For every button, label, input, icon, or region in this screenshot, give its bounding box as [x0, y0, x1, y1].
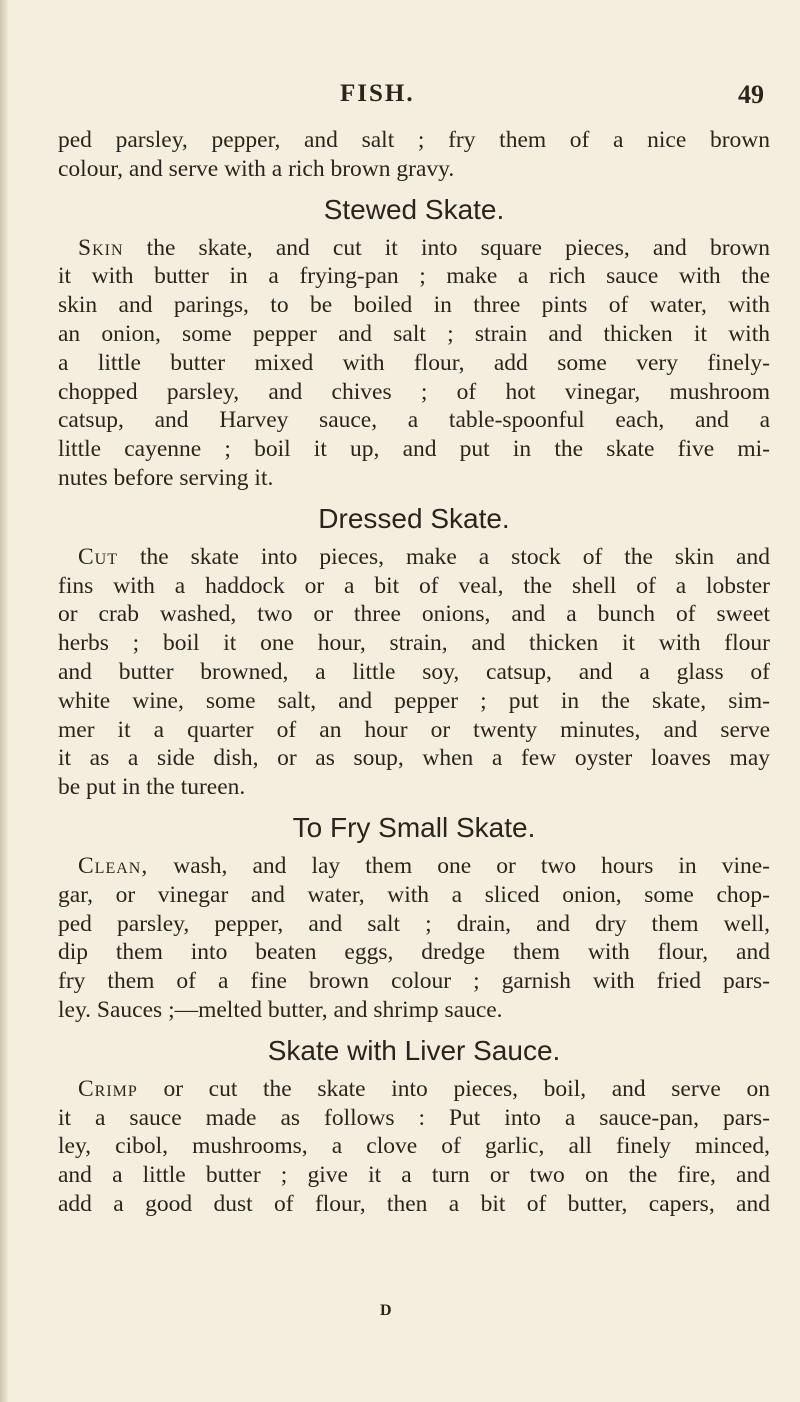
body-line: chopped parsley, and chives ; of hot vinegar, mushroom — [58, 378, 770, 405]
body-line: herbs ; boil it one hour, strain, and thicken it with flour — [58, 630, 770, 657]
body-line: dip them into beaten eggs, dredge them with flour, and — [58, 939, 770, 966]
body-line: it a sauce made as follows : Put into a sauce-pan, pars- — [58, 1104, 770, 1131]
body-line: skin and parings, to be boiled in three pints of water, with — [58, 292, 770, 319]
first-line-rest: the skate into pieces, make a stock of the skin and — [118, 543, 770, 570]
section-first-line — [58, 1075, 770, 1104]
body-line: it with butter in a frying-pan ; make a rich sauce with the — [58, 263, 770, 290]
page-edge — [0, 0, 8, 1402]
body-line: an onion, some pepper and salt ; strain and thicken it with — [58, 320, 770, 347]
lead-word: Crimp — [78, 1075, 138, 1102]
first-line-rest: wash, and lay them one or two hours in vine- — [148, 852, 770, 879]
body-line: add a good dust of flour, then a bit of butter, capers, and — [58, 1190, 770, 1217]
body-line: or crab washed, two or three onions, and a bunch of sweet — [58, 601, 770, 628]
section-first-line — [58, 543, 770, 572]
page-number: 49 — [738, 80, 764, 109]
section-first-line — [58, 234, 770, 263]
first-line-rest: the skate, and cut it into square pieces, and brown — [123, 234, 770, 261]
body-line: colour, and serve with a rich brown gravy. — [58, 155, 455, 182]
body-line: ped parsley, pepper, and salt ; fry them of a nice brown — [58, 127, 770, 153]
section-heading: Stewed Skate. — [323, 193, 505, 225]
body-line: catsup, and Harvey sauce, a table-spoonful each, and a — [58, 407, 770, 434]
body-line: and butter browned, a little soy, catsup, and a glass of — [58, 658, 770, 685]
body-line: and a little butter ; give it a turn or two on the fire, and — [58, 1162, 770, 1189]
body-line: ley, cibol, mushrooms, a clove of garlic, all finely minced, — [58, 1133, 770, 1160]
section-first-line — [58, 852, 770, 881]
body-line: be put in the tureen. — [58, 774, 246, 801]
body-line: it as a side dish, or as soup, when a few oyster loaves may — [58, 745, 770, 772]
signature-mark: D — [380, 1302, 392, 1319]
body-line: gar, or vinegar and water, with a sliced onion, some chop- — [58, 881, 770, 908]
page-body — [58, 126, 770, 1219]
lead-word: Skin — [78, 234, 124, 261]
body-line: white wine, some salt, and pepper ; put in the skate, sim- — [58, 687, 770, 714]
body-line: fins with a haddock or a bit of veal, the shell of a lobster — [58, 572, 770, 599]
body-line: little cayenne ; boil it up, and put in the skate five mi- — [58, 436, 770, 463]
section-heading: To Fry Small Skate. — [292, 811, 536, 843]
body-line: mer it a quarter of an hour or twenty minutes, and serve — [58, 716, 770, 743]
body-line: fry them of a fine brown colour ; garnish with fried pars- — [58, 968, 770, 995]
running-title: FISH. — [340, 80, 415, 107]
body-line: a little butter mixed with flour, add some very finely- — [58, 349, 770, 376]
lead-word: Clean, — [78, 852, 149, 879]
lead-word: Cut — [78, 543, 119, 570]
section-heading: Dressed Skate. — [318, 502, 510, 534]
body-line: ley. Sauces ;—melted butter, and shrimp sauce. — [58, 996, 503, 1023]
body-line: ped parsley, pepper, and salt ; drain, and dry them well, — [58, 910, 770, 937]
section-heading: Skate with Liver Sauce. — [267, 1034, 561, 1066]
body-line: nutes before serving it. — [58, 464, 274, 491]
running-head — [0, 80, 800, 116]
first-line-rest: or cut the skate into pieces, boil, and serve on — [137, 1075, 770, 1102]
